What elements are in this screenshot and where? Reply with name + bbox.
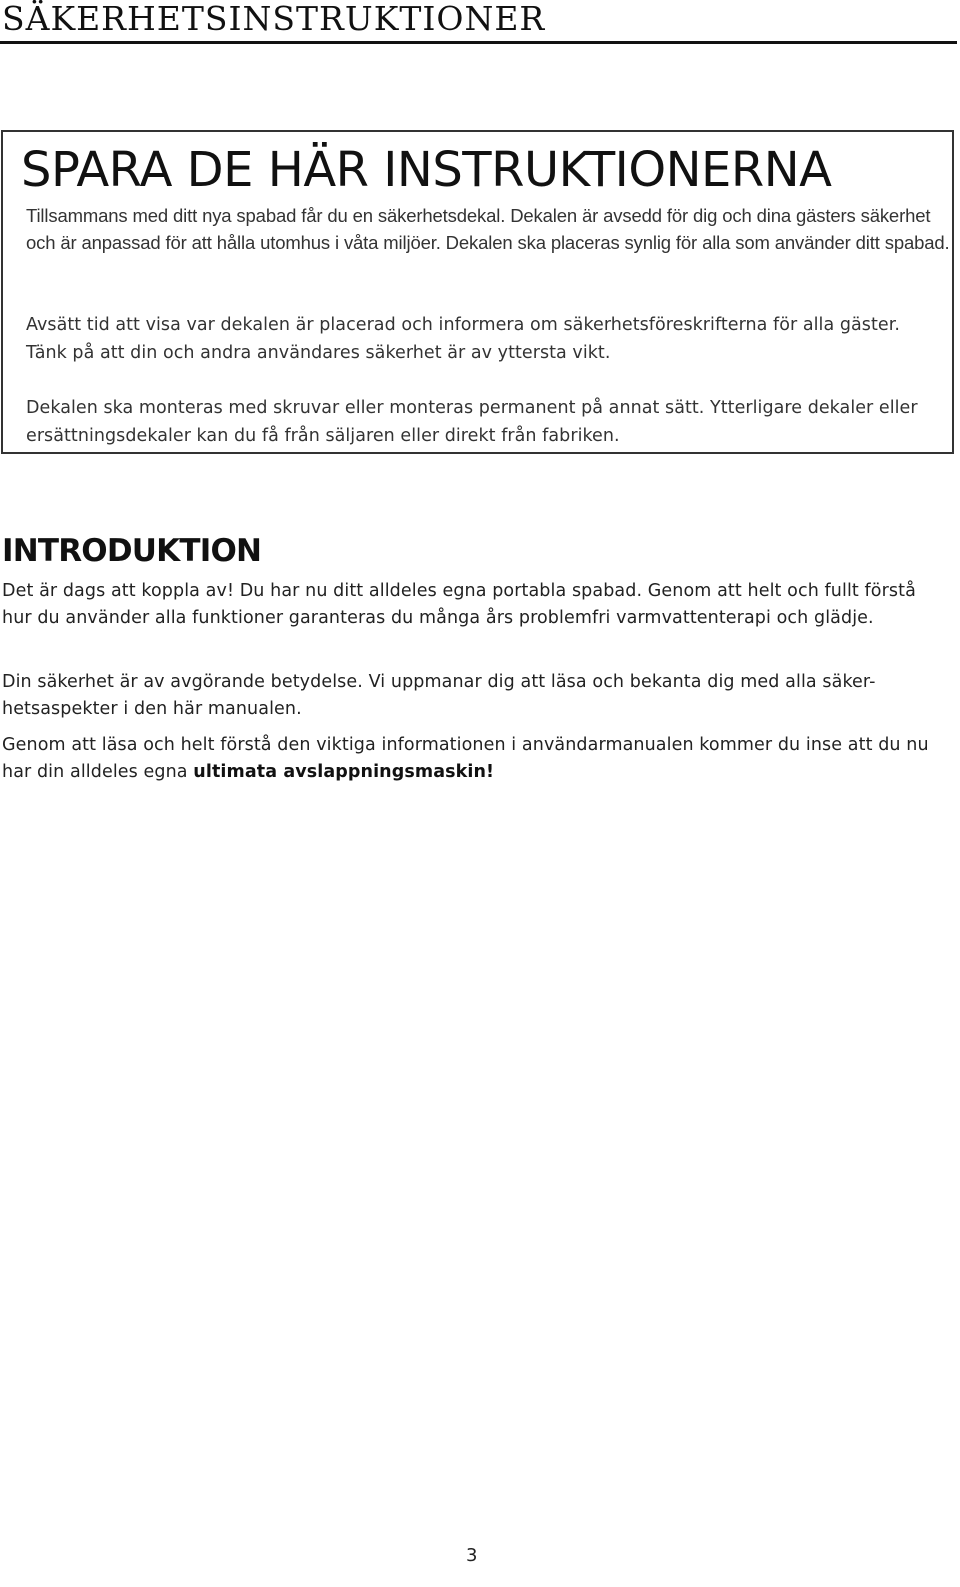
intro-paragraph: [2, 669, 937, 723]
notice-paragraph: Tillsammans med ditt nya spabad får du en säkerhetsdekal. Dekalen är avsedd för dig och dina gästers säkerhet och är anpassad för att hålla utomhus i våta miljöer. Dekalen ska placeras synlig för alla som använder ditt spabad.: [26, 205, 950, 253]
intro-paragraph-line: Din säkerhet är av avgörande betydelse. Vi uppmanar dig att läsa och bekanta dig med alla säker-: [2, 672, 876, 692]
notice-title: SPARA DE HÄR INSTRUKTIONERNA: [21, 142, 832, 198]
notice-paragraph: Avsätt tid att visa var dekalen är placerad och informera om säkerhetsföreskrifterna för alla gäster. Tänk på att din och andra användares säkerhet är av yttersta vikt.: [26, 315, 900, 363]
section-header-title: SÄKERHETSINSTRUKTIONER: [2, 0, 546, 38]
emphasis-text: ultimata avslappningsmaskin!: [193, 762, 495, 782]
intro-paragraph-line: hetsaspekter i den här manualen.: [2, 699, 302, 719]
notice-paragraph: Dekalen ska monteras med skruvar eller monteras permanent på annat sätt. Ytterligare dekaler eller ersättningsdekaler kan du få från säljaren eller direkt från fabriken.: [26, 398, 918, 446]
intro-paragraph-text: Genom att läsa och helt förstå den viktiga informationen i användarmanualen kommer du inse att du nu har din alldeles egna: [2, 735, 929, 782]
introduction-heading: INTRODUKTION: [2, 533, 262, 569]
intro-paragraph: [2, 732, 937, 786]
intro-paragraph: Det är dags att koppla av! Du har nu ditt alldeles egna portabla spabad. Genom att helt och fullt förstå hur du använder alla funktioner garanteras du många års problemfri varmvattenterapi och glädje.: [2, 581, 916, 628]
header-divider: [0, 41, 957, 44]
page-number: 3: [466, 1545, 478, 1566]
safety-notice-box: [1, 130, 954, 454]
